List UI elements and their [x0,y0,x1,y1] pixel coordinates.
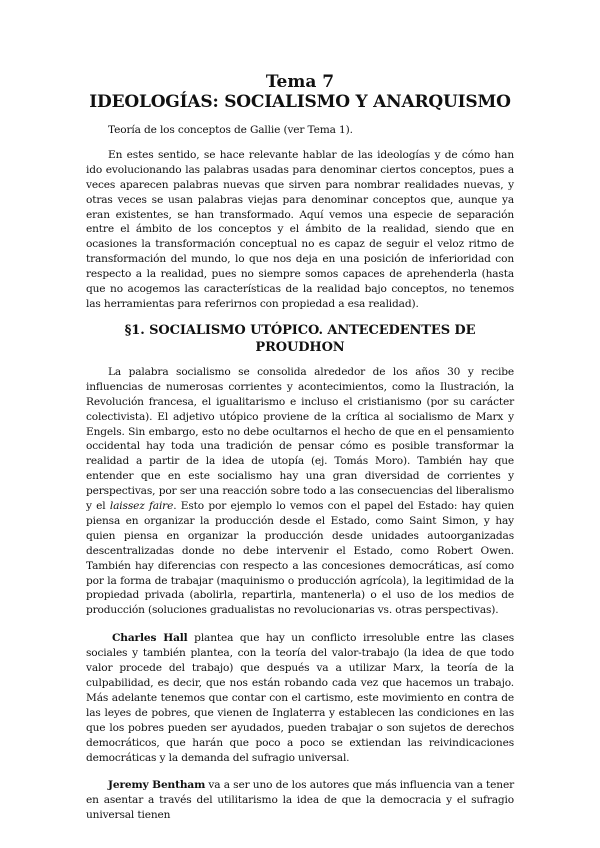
paragraph-text: plantea que hay un conflicto irresoluble entre las clases sociales y también plantea, con la teoría del valor-trabajo (la idea de que todo valor procede del trabajo) que después va a utilizar Marx, la teoría de la culpabilidad, es decir, que nos están robando cada vez que hacemos un trabajo. Más adelante tenemos que contar con el cartismo, este movimiento en contra de las leyes de pobres, que vienen de Inglaterra y establecen las condiciones en las que los pobres pueden ser ayudados, pueden trabajar o son sujetos de derechos democráticos, que harán que poco a poco se extiendan las reivindicaciones democráticas y la demanda del sufragio universal. [86,632,514,764]
paragraph-text: . Esto por ejemplo lo vemos con el papel del Estado: hay quien piensa en organizar la producción desde el Estado, como Saint Simon, y hay quien piensa en organizar la producción desde unidades autoorganizadas descentralizadas donde no debe intervenir el Estado, como Robert Owen. También hay diferencias con respecto a las concesiones democráticas, así como por la forma de trabajar (maquinismo o producción agrícola), la legitimidad de la propiedad privada (abolirla, repartirla, mantenerla) o el uso de los medios de producción (soluciones gradualistas no revolucionarias vs. otras perspectivas). [86,500,514,617]
paragraph-charles-hall [86,631,514,765]
author-name: Charles Hall [112,632,188,645]
paragraph-jeremy-bentham [86,778,514,823]
topic-number: Tema 7 [265,72,335,92]
intro-paragraph: Teoría de los conceptos de Gallie (ver Tema 1). [108,124,353,136]
section-heading-socialismo-utopico: §1. SOCIALISMO UTÓPICO. ANTECEDENTES DE PROUDHON [124,322,476,355]
italic-term: laissez faire [109,500,174,513]
title-block [86,72,514,113]
paragraph-ideologies: En estes sentido, se hace relevante hablar de las ideologías y de cómo han ido evolucionando las palabras usadas para denominar ciertos conceptos, pues a veces aparecen palabras nuevas que sirven para nombrar realidades nuevas, y otras veces se usan palabras viejas para denominar conceptos que, aunque ya eran existentes, se han transformado. Aquí vemos una especie de separación entre el ámbito de los conceptos y el ámbito de la realidad, siendo que en ocasiones la transformación conceptual no es capaz de seguir el veloz ritmo de transformación del mundo, lo que nos deja en una posición de inferioridad con respecto a la realidad, pues no siempre somos capaces de aprehenderla (hasta que no acogemos las características de la realidad bajo conceptos, no tenemos las herramientas para referirnos con propiedad a esa realidad). [86,148,514,310]
paragraph-socialismo [86,365,514,618]
paragraph-text: La palabra socialismo se consolida alrededor de los años 30 y recibe influencias de numerosas corrientes y acontecimientos, como la Ilustración, la Revolución francesa, el igualitarismo e incluso el cristianismo (por su carácter colectivista). El adjetivo utópico proviene de la crítica al socialismo de Marx y Engels. Sin embargo, esto no debe ocultarnos el hecho de que en el pensamiento occidental hay toda una tradición de pensar cómo es posible transformar la realidad a partir de la idea de utopía (ej. Tomás Moro). También hay que entender que en este socialismo hay una gran diversidad de corrientes y perspectivas, por ser una reacción sobre todo a las consecuencias del liberalismo y el [86,365,514,513]
author-name: Jeremy Bentham [108,779,206,792]
page-title: IDEOLOGÍAS: SOCIALISMO Y ANARQUISMO [89,92,511,112]
paragraph-text: va a ser uno de los autores que más influencia van a tener en asentar a través del utilitarismo la idea de que la democracia y el sufragio universal tienen [86,779,514,822]
